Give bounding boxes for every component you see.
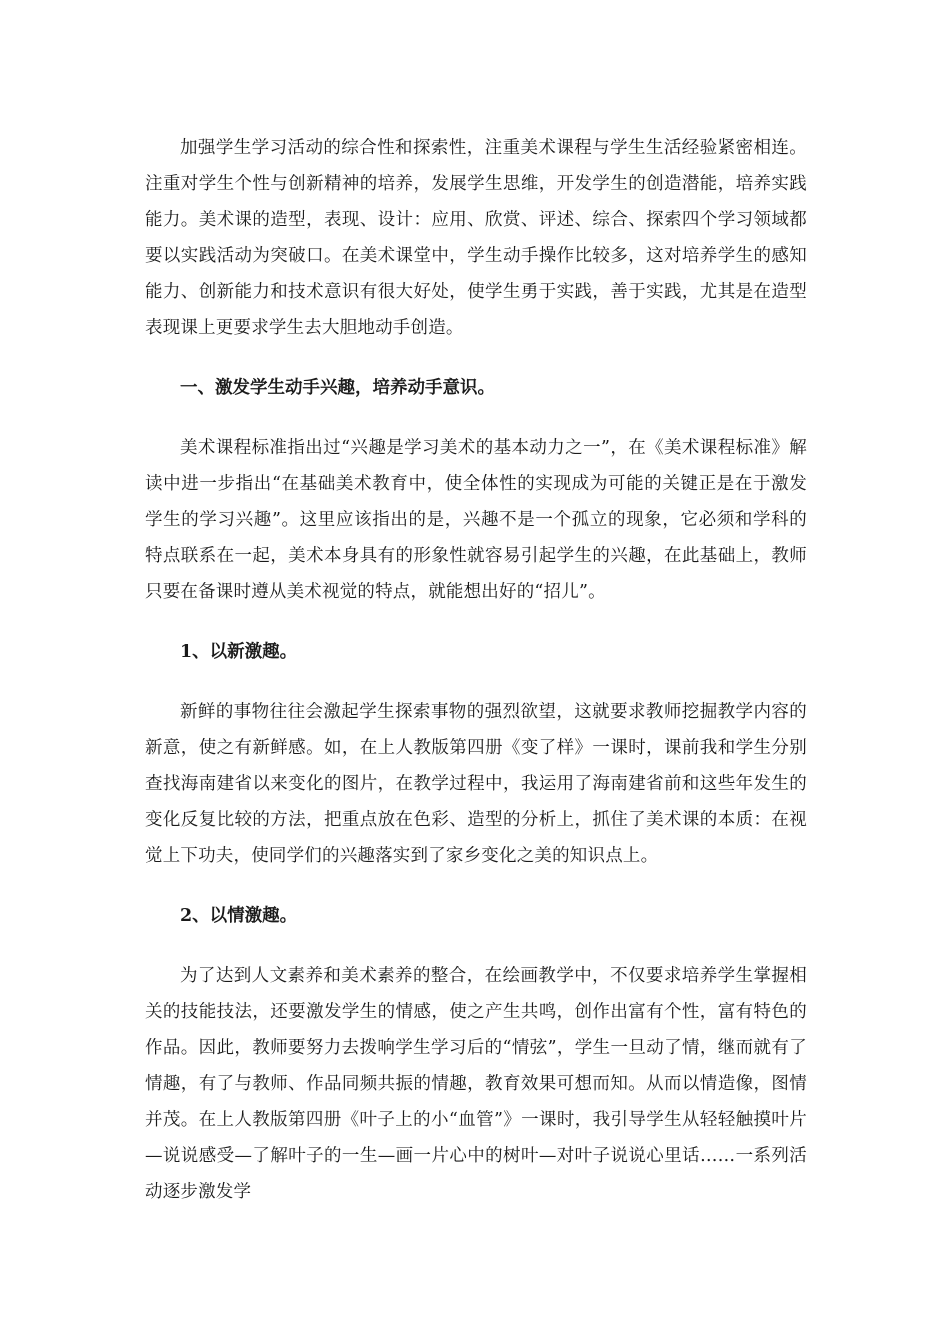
- subsection-2-heading: 2、以情激趣。: [180, 906, 298, 926]
- subsection-2-paragraph: 为了达到人文素养和美术素养的整合，在绘画教学中，不仅要求培养学生掌握相关的技能技法，还要激发学生的情感，使之产生共鸣，创作出富有个性，富有特色的作品。因此，教师要努力去拨响学生学习后的“情弦”，学生一旦动了情，继而就有了情趣，有了与教师、作品同频共振的情趣，教育效果可想而知。从而以情造像，图情并茂。在上人教版第四册《叶子上的小“血管”》一课时，我引导学生从轻轻触摸叶片—说说感受—了解叶子的一生—画一片心中的树叶—对叶子说说心里话……一系列活动逐步激发学: [145, 966, 807, 1202]
- document-page: [145, 130, 807, 1210]
- subsection-1-paragraph: 新鲜的事物往往会激起学生探索事物的强烈欲望，这就要求教师挖掘教学内容的新意，使之有新鲜感。如，在上人教版第四册《变了样》一课时，课前我和学生分别查找海南建省以来变化的图片，在教学过程中，我运用了海南建省前和这些年发生的变化反复比较的方法，把重点放在色彩、造型的分析上，抓住了美术课的本质：在视觉上下功夫，使同学们的兴趣落实到了家乡变化之美的知识点上。: [145, 702, 807, 866]
- section-1-paragraph: 美术课程标准指出过“兴趣是学习美术的基本动力之一”，在《美术课程标准》解读中进一步指出“在基础美术教育中，使全体性的实现成为可能的关键正是在于激发学生的学习兴趣”。这里应该指出的是，兴趣不是一个孤立的现象，它必须和学科的特点联系在一起，美术本身具有的形象性就容易引起学生的兴趣，在此基础上，教师只要在备课时遵从美术视觉的特点，就能想出好的“招儿”。: [145, 438, 807, 602]
- subsection-1-heading: 1、以新激趣。: [180, 642, 298, 662]
- section-1-heading: 一、激发学生动手兴趣，培养动手意识。: [180, 378, 495, 398]
- intro-paragraph: 加强学生学习活动的综合性和探索性，注重美术课程与学生生活经验紧密相连。注重对学生个性与创新精神的培养，发展学生思维，开发学生的创造潜能，培养实践能力。美术课的造型，表现、设计：应用、欣赏、评述、综合、探索四个学习领域都要以实践活动为突破口。在美术课堂中，学生动手操作比较多，这对培养学生的感知能力、创新能力和技术意识有很大好处，使学生勇于实践，善于实践，尤其是在造型表现课上更要求学生去大胆地动手创造。: [145, 138, 807, 338]
